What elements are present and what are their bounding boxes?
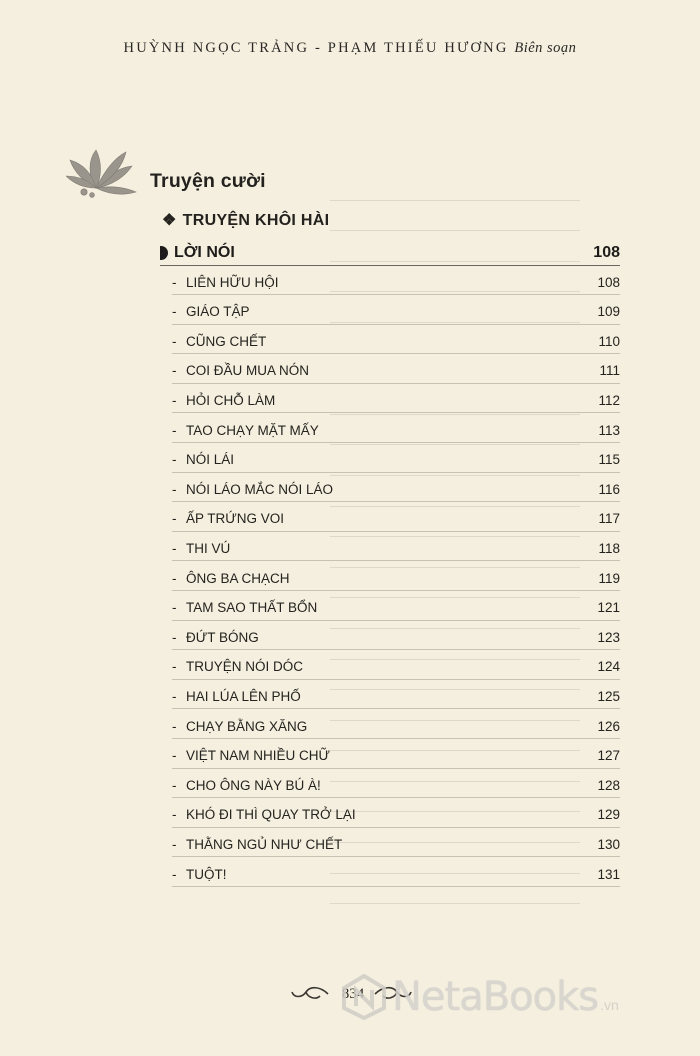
toc-entry-title-group bbox=[172, 630, 259, 645]
dash-marker: - bbox=[172, 540, 177, 556]
toc-entry[interactable] bbox=[172, 567, 620, 589]
toc-divider bbox=[172, 324, 620, 325]
toc-entry-title-group bbox=[172, 659, 303, 674]
toc-entry-title: HAI LÚA LÊN PHỐ bbox=[186, 688, 301, 704]
toc-divider bbox=[172, 649, 620, 650]
running-head-role: Biên soạn bbox=[514, 40, 577, 56]
toc-entry-title-group bbox=[172, 482, 333, 497]
toc-divider bbox=[172, 560, 620, 561]
dash-marker: - bbox=[172, 777, 177, 793]
left-flourish-icon bbox=[290, 984, 330, 1004]
toc-divider bbox=[172, 738, 620, 739]
toc-entry-title: TUỘT! bbox=[186, 866, 227, 882]
toc-divider bbox=[172, 412, 620, 413]
toc-divider bbox=[172, 442, 620, 443]
toc-entry[interactable] bbox=[172, 478, 620, 500]
toc-entry[interactable] bbox=[172, 804, 620, 826]
toc-entry-title-group bbox=[172, 719, 307, 734]
toc-entry[interactable] bbox=[172, 389, 620, 411]
toc-divider bbox=[172, 679, 620, 680]
toc-entry-title-group bbox=[172, 423, 319, 438]
toc-entry-page-number: 113 bbox=[598, 422, 620, 438]
toc-divider bbox=[172, 856, 620, 857]
toc-entry-title: NÓI LÁO MẮC NÓI LÁO bbox=[186, 481, 334, 497]
toc-entry-title-group bbox=[172, 867, 227, 882]
chapter-heading bbox=[160, 244, 235, 262]
toc-entry-title-group bbox=[172, 600, 317, 615]
toc-entry[interactable] bbox=[172, 774, 620, 796]
dash-marker: - bbox=[172, 807, 177, 823]
toc-entry-title: THẰNG NGỦ NHƯ CHẾT bbox=[186, 836, 343, 852]
toc-entry-page-number: 108 bbox=[597, 274, 620, 290]
toc-entry-title-group bbox=[172, 837, 342, 852]
toc-entry-page-number: 131 bbox=[597, 866, 620, 882]
toc-entry-title: LIÊN HỮU HỘI bbox=[186, 274, 279, 290]
dash-marker: - bbox=[172, 718, 177, 734]
dash-marker: - bbox=[172, 481, 177, 497]
toc-entry-title-group bbox=[172, 275, 279, 290]
toc-entry-page-number: 116 bbox=[598, 481, 620, 497]
watermark-suffix: .vn bbox=[600, 997, 619, 1013]
toc-entry[interactable] bbox=[172, 715, 620, 737]
toc-entry-page-number: 124 bbox=[597, 659, 620, 675]
diamond-bullet-icon: ❖ bbox=[162, 212, 177, 229]
toc-entry-title-group bbox=[172, 334, 266, 349]
toc-entry-title-group bbox=[172, 748, 330, 763]
dash-marker: - bbox=[172, 748, 177, 764]
dash-marker: - bbox=[172, 422, 177, 438]
toc-entry[interactable] bbox=[172, 508, 620, 530]
toc-divider bbox=[172, 531, 620, 532]
watermark-brand: NetaBooks bbox=[392, 974, 599, 1020]
toc-entry-page-number: 119 bbox=[598, 570, 620, 586]
toc-entry-page-number: 121 bbox=[597, 600, 620, 616]
toc-entry-title-group bbox=[172, 807, 356, 822]
toc-divider bbox=[172, 797, 620, 798]
chapter-row[interactable] bbox=[160, 242, 620, 264]
dash-marker: - bbox=[172, 600, 177, 616]
toc-entry-title-group bbox=[172, 511, 284, 526]
dash-marker: - bbox=[172, 452, 177, 468]
toc-entry-title-group bbox=[172, 452, 234, 467]
toc-divider bbox=[172, 620, 620, 621]
toc-entry-title-group bbox=[172, 778, 321, 793]
toc-divider bbox=[172, 294, 620, 295]
toc-entry-title: VIỆT NAM NHIỀU CHỮ bbox=[186, 748, 331, 764]
toc-entry-title: HỎI CHỖ LÀM bbox=[186, 392, 276, 408]
lotus-ornament-icon bbox=[66, 146, 142, 198]
dash-marker: - bbox=[172, 363, 177, 379]
toc-entry[interactable] bbox=[172, 360, 620, 382]
section-title: Truyện cười bbox=[150, 170, 266, 192]
half-circle-marker-icon bbox=[160, 246, 168, 260]
toc-entry[interactable] bbox=[172, 833, 620, 855]
toc-entry[interactable] bbox=[172, 271, 620, 293]
toc-entry-title: ÔNG BA CHẠCH bbox=[186, 570, 290, 586]
toc-entry-page-number: 128 bbox=[597, 777, 620, 793]
toc-divider bbox=[172, 590, 620, 591]
toc-entry[interactable] bbox=[172, 656, 620, 678]
toc-entry-title-group bbox=[172, 363, 309, 378]
toc-divider bbox=[172, 886, 620, 887]
toc-entry-page-number: 111 bbox=[599, 363, 620, 379]
toc-entry-page-number: 130 bbox=[597, 836, 620, 852]
toc-entry-title: CHO ÔNG NÀY BÚ À! bbox=[186, 777, 321, 793]
toc-divider bbox=[172, 353, 620, 354]
dash-marker: - bbox=[172, 392, 177, 408]
toc-entry[interactable] bbox=[172, 863, 620, 885]
dash-marker: - bbox=[172, 511, 177, 527]
dash-marker: - bbox=[172, 570, 177, 586]
toc-entry[interactable] bbox=[172, 626, 620, 648]
toc-entry-title: ĐỨT BÓNG bbox=[186, 629, 259, 645]
chapter-page-number: 108 bbox=[593, 244, 620, 261]
dash-marker: - bbox=[172, 629, 177, 645]
toc-entry-title: NÓI LÁI bbox=[186, 452, 235, 468]
toc-entry-title: COI ĐẦU MUA NÓN bbox=[186, 363, 310, 379]
chapter-divider bbox=[160, 265, 620, 266]
toc-entry-page-number: 127 bbox=[597, 748, 620, 764]
dash-marker: - bbox=[172, 688, 177, 704]
toc-entry-title-group bbox=[172, 393, 275, 408]
toc-divider bbox=[172, 708, 620, 709]
toc-entry-page-number: 126 bbox=[597, 718, 620, 734]
toc-entry[interactable] bbox=[172, 419, 620, 441]
toc-entry-page-number: 125 bbox=[597, 688, 620, 704]
toc-entry[interactable] bbox=[172, 449, 620, 471]
toc-entry[interactable] bbox=[172, 745, 620, 767]
toc-entry-title: CHẠY BẰNG XĂNG bbox=[186, 718, 308, 734]
dash-marker: - bbox=[172, 304, 177, 320]
toc-entry-title: TAO CHẠY MẶT MẤY bbox=[186, 422, 319, 438]
toc-entry[interactable] bbox=[172, 537, 620, 559]
toc-entry-page-number: 109 bbox=[597, 304, 620, 320]
chapter-title: LỜI NÓI bbox=[174, 244, 235, 261]
toc-entry[interactable] bbox=[172, 301, 620, 323]
toc-entry-page-number: 110 bbox=[598, 333, 620, 349]
toc-divider bbox=[172, 501, 620, 502]
toc-entry-title: TRUYỆN NÓI DÓC bbox=[186, 659, 304, 675]
toc-entry[interactable] bbox=[172, 330, 620, 352]
toc-divider bbox=[172, 472, 620, 473]
toc-entry[interactable] bbox=[172, 597, 620, 619]
toc-entry[interactable] bbox=[172, 685, 620, 707]
dash-marker: - bbox=[172, 333, 177, 349]
dash-marker: - bbox=[172, 866, 177, 882]
page-number: 834 bbox=[341, 986, 365, 1002]
toc-divider bbox=[172, 383, 620, 384]
toc-entry-title: GIÁO TẬP bbox=[186, 304, 250, 320]
running-head-authors: HUỲNH NGỌC TRẢNG - PHẠM THIẾU HƯƠNG bbox=[123, 40, 509, 56]
running-head bbox=[0, 40, 700, 57]
toc-entry-title-group bbox=[172, 304, 250, 319]
toc-entry-title-group bbox=[172, 541, 230, 556]
toc-entry-title: TAM SAO THẤT BỔN bbox=[186, 600, 318, 616]
dash-marker: - bbox=[172, 659, 177, 675]
toc-entry-page-number: 112 bbox=[598, 392, 620, 408]
netabooks-logo-icon bbox=[340, 974, 388, 1020]
watermark bbox=[340, 972, 619, 1022]
toc-entry-title: KHÓ ĐI THÌ QUAY TRỞ LẠI bbox=[186, 807, 356, 823]
toc-entry-page-number: 129 bbox=[597, 807, 620, 823]
toc-divider bbox=[172, 827, 620, 828]
toc-entry-title: ẤP TRỨNG VOI bbox=[186, 511, 285, 527]
subsection-title bbox=[162, 210, 329, 230]
toc-entry-title: CŨNG CHẾT bbox=[186, 333, 267, 349]
dash-marker: - bbox=[172, 836, 177, 852]
toc-divider bbox=[172, 768, 620, 769]
toc-entry-page-number: 117 bbox=[598, 511, 620, 527]
toc-entry-page-number: 118 bbox=[598, 540, 620, 556]
toc-entry-title: THI VÚ bbox=[186, 540, 231, 556]
toc-entry-page-number: 115 bbox=[598, 452, 620, 468]
toc-entry-title-group bbox=[172, 689, 301, 704]
toc-entry-page-number: 123 bbox=[597, 629, 620, 645]
toc-entry-title-group bbox=[172, 571, 290, 586]
dash-marker: - bbox=[172, 274, 177, 290]
subsection-title-text: TRUYỆN KHÔI HÀI bbox=[182, 212, 330, 229]
